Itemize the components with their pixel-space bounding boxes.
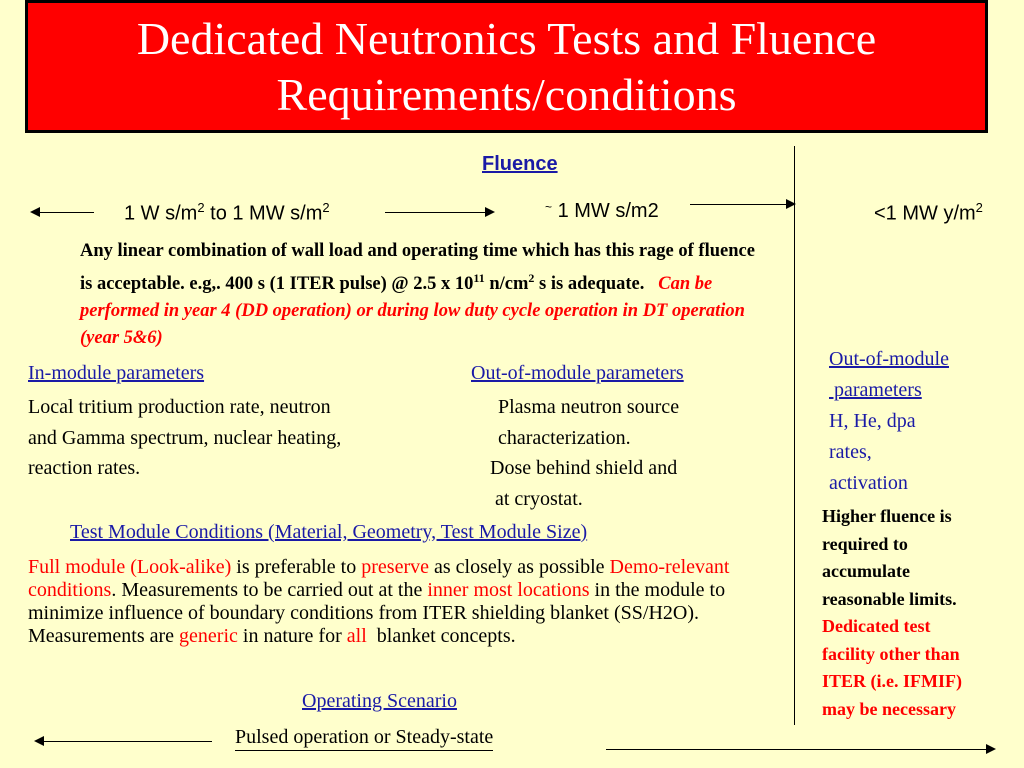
right-note-red-2: facility other than [822, 643, 960, 664]
right-note-black-3: accumulate [822, 561, 910, 581]
tm-text-3: . Measurements to be carried out at the [111, 579, 428, 601]
right-heading-line-2: parameters [829, 379, 922, 401]
in-module-heading: In-module parameters [28, 362, 205, 384]
test-module-heading: Test Module Conditions (Material, Geometry, Test Module Size) [70, 521, 588, 543]
right-heading-line-1: Out-of-module [829, 348, 949, 370]
scenario-text [235, 724, 493, 751]
test-module-paragraph [28, 556, 780, 648]
right-items-line-3: activation [829, 472, 908, 494]
fluence-arrow-left-line [38, 212, 94, 213]
right-note-black-2: required to [822, 533, 908, 554]
in-module-body [28, 392, 341, 484]
fluence-range-a: 1 W s/m [124, 202, 198, 225]
tm-text-6: blanket concepts. [366, 625, 516, 647]
fluence-heading: Fluence [482, 153, 558, 175]
right-items-line-1: H, He, dpa [829, 410, 916, 432]
right-note [822, 503, 962, 723]
out-module-line-4: at cryostat. [495, 487, 583, 510]
tm-text-2: as closely as possible [428, 556, 610, 578]
fluence-right-value: <1 MW y/m [874, 202, 976, 225]
in-module-line-1: Local tritium production rate, neutron [28, 396, 331, 418]
scenario-arrow-left-line [44, 741, 212, 742]
fluence-tilde: ~ [545, 200, 553, 214]
fluence-right-sup: 2 [975, 200, 983, 215]
tm-text-5: in nature for [237, 625, 347, 647]
fluence-paragraph [80, 238, 770, 352]
scenario-arrow-left-head [34, 736, 44, 746]
fluence-arrow-left-head [30, 207, 40, 217]
fluence-arrow-mid-head [485, 207, 495, 217]
title-line-2: Requirements/conditions [276, 68, 737, 120]
fluence-arrow-right-line [690, 204, 786, 205]
fluence-arrow-mid-line [385, 212, 485, 213]
tm-red-5: generic [179, 625, 238, 647]
tm-red-1: Full module (Look-alike) [28, 556, 232, 578]
tm-red-3: Demo-relevant conditions [28, 556, 730, 601]
title-banner [25, 0, 988, 133]
tm-text-4: in the module to minimize influence of boundary conditions from ITER shielding blanket (SS/H2O). Measurements are [28, 579, 726, 647]
scenario-text-value: Pulsed operation or Steady-state [235, 726, 494, 748]
fluence-para-3: s is adequate. [534, 274, 645, 295]
out-module-line-2: characterization. [498, 426, 631, 449]
scenario-arrow-right-head [986, 744, 996, 754]
fluence-range-b-sup: 2 [322, 200, 330, 215]
fluence-range-to: to 1 MW s/m [204, 202, 323, 225]
fluence-right [874, 200, 983, 226]
out-module-line-1: Plasma neutron source [498, 396, 680, 418]
out-module-body [490, 392, 679, 514]
fluence-para-1: Any linear combination of wall load and operating time which has this rage of fluence is acceptable. e.g,. 400 s (1 ITER pulse) @ 2.5 x 10 [80, 241, 755, 295]
right-out-module [829, 344, 949, 499]
fluence-para-2: n/cm [484, 274, 529, 295]
fluence-para-sup-11: 11 [473, 271, 485, 285]
fluence-mid [545, 200, 659, 223]
fluence-range-a-sup: 2 [197, 200, 205, 215]
title-line-1: Dedicated Neutronics Tests and Fluence [136, 12, 877, 64]
tm-red-6: all [346, 625, 367, 647]
right-note-red-3: ITER (i.e. IFMIF) [822, 671, 962, 691]
in-module-line-2: and Gamma spectrum, nuclear heating, [28, 426, 342, 449]
right-note-black-4: reasonable limits. [822, 588, 957, 609]
fluence-para-sup-2: 2 [528, 271, 535, 285]
fluence-arrow-right-head [786, 199, 796, 209]
out-module-heading: Out-of-module parameters [471, 362, 684, 384]
fluence-range [124, 200, 330, 226]
right-note-red-4: may be necessary [822, 698, 956, 719]
fluence-para-red: Can be performed in year 4 (DD operation) or during low duty cycle operation in DT operation (year 5&6) [80, 274, 745, 349]
vertical-divider [794, 146, 795, 725]
scenario-arrow-right-line [606, 749, 986, 750]
tm-text-1: is preferable to [231, 556, 362, 578]
right-note-red-1: Dedicated test [822, 616, 931, 636]
right-items-line-2: rates, [829, 441, 872, 463]
in-module-line-3: reaction rates. [28, 457, 141, 479]
tm-red-2: preserve [361, 556, 429, 578]
right-note-black-1: Higher fluence is [822, 506, 952, 526]
page-title [137, 11, 876, 123]
scenario-heading: Operating Scenario [302, 690, 457, 712]
out-module-line-3: Dose behind shield and [490, 457, 678, 479]
tm-red-4: inner most locations [427, 579, 590, 601]
fluence-mid-value: 1 MW s/m2 [552, 200, 659, 222]
